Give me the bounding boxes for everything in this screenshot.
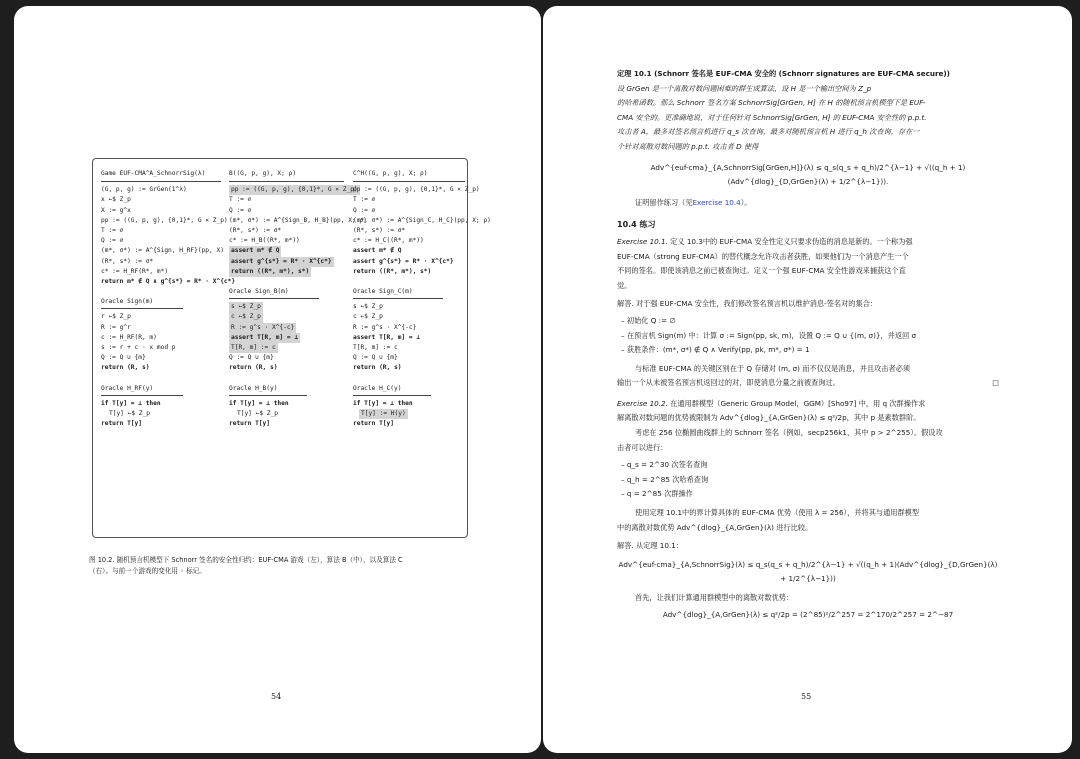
code-line: return (R, s) xyxy=(229,364,278,372)
exercise-bullet-text: q = 2^85 次群操作 xyxy=(626,489,693,499)
caption-line: 图 10.2. 随机预言机模型下 Schnorr 签名的安全性归约：EUF-CMA 游戏（左），算法 B（中），以及算法 C xyxy=(89,556,403,564)
exercise-label: Exercise 10.1. xyxy=(617,236,668,246)
figure-caption xyxy=(89,555,481,577)
section-title: 10.4 练习 xyxy=(617,220,656,230)
page-number: 54 xyxy=(271,692,282,701)
code-line: c ←$ Z_p xyxy=(353,313,383,321)
answer-bullet: – 初始化 Q := ∅ xyxy=(621,315,676,325)
oracle-title: Oracle Sign_C(m) xyxy=(353,287,443,299)
code-line: assert m* ∉ Q xyxy=(353,247,402,255)
proof-note xyxy=(617,196,999,211)
answer-intro: 解答. 对于强 EUF-CMA 安全性，我们修改签名预言机以维护消息-签名对的集合： xyxy=(617,299,878,309)
code-line: R := g^s · X^{-c} xyxy=(229,323,296,333)
answer-line: 输出一个从未被签名预言机返回过的对，即使消息分量之前被查询过。 xyxy=(617,378,840,388)
code-line: pp := ((G, p, g), {0,1}*, G × Z_p) xyxy=(101,216,228,224)
code-line: x ←$ Z_p xyxy=(101,196,131,204)
answer-bullet: – 获胜条件：(m*, σ*) ∉ Q ∧ Verify(pp, pk, m*, σ*) = 1 xyxy=(621,345,810,355)
code-line: assert g^{s*} = R* · X^{c*} xyxy=(229,257,334,267)
answer-line: 与标准 EUF-CMA 的关键区别在于 Q 存储对 (m, σ) 而不仅仅是消息，并且攻击者必须 xyxy=(635,363,911,373)
code-line: Q := ∅ xyxy=(229,206,252,214)
code-line: assert T[R, m] = ⊥ xyxy=(353,333,421,341)
answer-intro: 解答. 从定理 10.1： xyxy=(617,541,683,551)
answer-line-last xyxy=(617,376,999,391)
code-line: return T[y] xyxy=(353,420,394,428)
theorem-line: 攻击者 A，最多对签名预言机进行 q_s 次查询，最多对随机预言机 H 进行 q_h 次查询，存在一 xyxy=(617,127,920,137)
code-line: Q := Q ∪ {m} xyxy=(353,354,398,362)
code-line: return T[y] xyxy=(229,420,270,428)
code-line: c* := H_RF(R*, m*) xyxy=(101,267,169,275)
figure-column-algorithm-b xyxy=(229,169,367,429)
theorem-line: 的哈希函数。那么 Schnorr 签名方案 SchnorrSig[GrGen, H] 在 H 的随机预言机模型下是 EUF- xyxy=(617,98,926,108)
proof-note-prefix: 证明留作练习（见 xyxy=(635,197,693,207)
answer-bullet-text: 在预言机 Sign(m) 中：计算 σ := Sign(pp, sk, m)，设置 Q := Q ∪ {(m, σ)}，并返回 σ xyxy=(626,330,917,340)
theorem-line: 个针对离散对数问题的 p.p.t. 攻击者 D 使得 xyxy=(617,141,759,151)
exercise-10-1 xyxy=(617,235,999,250)
code-line: R := g^r xyxy=(101,323,131,331)
code-line: c* := H_C((R*, m*)) xyxy=(353,237,424,245)
code-line: s := r + c · x mod p xyxy=(101,344,176,352)
theorem-line: CMA 安全的。更准确地说，对于任何针对 SchnorrSig[GrGen, H] 的 EUF-CMA 安全性的 p.p.t. xyxy=(617,112,927,122)
exercise-bullet-text: q_s = 2^30 次签名查询 xyxy=(626,460,708,470)
exercise-bullet: – q_h = 2^85 次哈希查询 xyxy=(621,474,709,484)
answer-bullet-text: 获胜条件：(m*, σ*) ∉ Q ∧ Verify(pp, pk, m*, σ*) = 1 xyxy=(626,345,810,355)
code-line: pp := ((G, p, g), {0,1}*, G × Z_p) xyxy=(229,185,360,195)
code-line: X := g^x xyxy=(101,206,131,214)
game-header: Game EUF-CMA^A_SchnorrSig(λ) xyxy=(101,169,221,182)
code-line: (R*, s*) := σ* xyxy=(101,257,154,265)
code-line: (G, p, g) := GrGen(1^λ) xyxy=(101,186,187,194)
code-line: c* := H_B((R*, m*)) xyxy=(229,237,300,245)
left-page xyxy=(14,6,541,753)
code-line: pp := ((G, p, g), {0,1}*, G × Z_p) xyxy=(353,186,480,194)
exercise-line: 定义 10.3中的 EUF-CMA 安全性定义只要求伪造的消息是新的。一个称为强 xyxy=(670,236,913,246)
exercise-bullet: – q_s = 2^30 次签名查询 xyxy=(621,460,708,470)
exercise-line: 击者可以进行： xyxy=(617,442,668,452)
code-line: T := ∅ xyxy=(229,196,252,204)
exercise-line: 觉。 xyxy=(617,280,632,290)
code-line: assert T[R, m] = ⊥ xyxy=(229,333,300,343)
oracle-title: Oracle H_C(y) xyxy=(353,384,431,396)
formula-dlog-advantage: Adv^{dlog}_{A,GrGen}(λ) ≤ q²/2p = (2^85)²/2^257 = 2^170/2^257 = 2^−87 xyxy=(662,609,954,619)
exercise-line: 在通用群模型（Generic Group Model，GGM）[Sho97] 中，用 q 次群操作求 xyxy=(670,398,926,408)
code-line: s ←$ Z_p xyxy=(229,302,263,312)
exercise-label: Exercise 10.2. xyxy=(617,398,668,408)
exercise-line: 中的离散对数优势 Adv^{dlog}_{A,GrGen}(λ) 进行比较。 xyxy=(617,522,813,532)
code-line: (m*, σ*) := A^{Sign_B, H_B}(pp, X; ρ) xyxy=(229,216,367,224)
code-line: (R*, s*) := σ* xyxy=(353,227,406,235)
oracle-title: Oracle H_RF(y) xyxy=(101,384,183,396)
exercise-line: 不同的签名。即使该消息之前已被查询过。定义一个强 EUF-CMA 安全性游戏来捕获这个直 xyxy=(617,266,906,276)
exercise-bullet-text: q_h = 2^85 次哈希查询 xyxy=(626,474,709,484)
code-line: T[y] := H(y) xyxy=(359,409,408,419)
code-line: r ←$ Z_p xyxy=(101,313,131,321)
code-line: assert g^{s*} = R* · X^{c*} xyxy=(353,257,454,265)
code-line: return T[y] xyxy=(101,420,142,428)
figure-column-algorithm-c xyxy=(353,169,491,429)
code-line: assert m* ∉ Q xyxy=(229,246,281,256)
code-line: if T[y] = ⊥ then xyxy=(101,399,161,407)
code-line: Q := Q ∪ {m} xyxy=(229,354,274,362)
answer-bullet-text: 初始化 Q := ∅ xyxy=(626,315,676,325)
formula-advantage-bound: Adv^{euf-cma}_{A,SchnorrSig[GrGen,H]}(λ) ≤ q_s(q_s + q_h)/2^{λ−1} + √((q_h + 1)(Adv^{dlog}_{D,GrGen}(λ) + 1/2^{λ−1})). xyxy=(650,162,966,187)
code-line: T[y] ←$ Z_p xyxy=(109,410,150,418)
code-line: T[R, m] := c xyxy=(353,344,398,352)
right-page xyxy=(543,6,1072,753)
theorem-title: 定理 10.1 (Schnorr 签名是 EUF-CMA 安全的 (Schnorr signatures are EUF-CMA secure)) xyxy=(617,69,950,78)
code-line: return ((R*, m*), s*) xyxy=(229,267,311,277)
code-line: Q := ∅ xyxy=(101,237,124,245)
qed-icon: □ xyxy=(992,378,999,388)
exercise-10-2 xyxy=(617,397,999,412)
code-line: s ←$ Z_p xyxy=(353,303,383,311)
code-line: (m*, σ*) := A^{Sign, H_RF}(pp, X) xyxy=(101,247,224,255)
exercise-line: 解离散对数问题的优势被限制为 Adv^{dlog}_{A,GrGen}(λ) ≤ q²/2p，其中 p 是素数群阶。 xyxy=(617,413,921,423)
code-line: if T[y] = ⊥ then xyxy=(229,399,289,407)
code-line: return (R, s) xyxy=(101,364,150,372)
page-number: 55 xyxy=(801,692,812,701)
code-line: T[y] ←$ Z_p xyxy=(237,410,278,418)
algorithm-c-header: C^H((G, p, g), X; ρ) xyxy=(353,169,465,182)
code-line: Q := Q ∪ {m} xyxy=(101,354,146,362)
code-line: (R*, s*) := σ* xyxy=(229,227,282,235)
code-line: T := ∅ xyxy=(101,227,124,235)
figure-column-game xyxy=(101,169,236,429)
theorem-line: 设 GrGen 是一个离散对数问题困难的群生成算法，设 H 是一个输出空间为 Z_p xyxy=(617,83,872,93)
oracle-title: Oracle H_B(y) xyxy=(229,384,307,396)
code-line: c := H_RF(R, m) xyxy=(101,333,157,341)
theorem-block xyxy=(617,67,999,622)
oracle-title: Oracle Sign_B(m) xyxy=(229,287,319,299)
algorithm-b-header: B((G, p, g), X; ρ) xyxy=(229,169,344,182)
code-line: return m* ∉ Q ∧ g^{s*} = R* · X^{c*} xyxy=(101,278,236,286)
exercise-line: 使用定理 10.1中的界计算具体的 EUF-CMA 优势（使用 λ = 256），并将其与通用群模型 xyxy=(635,508,920,518)
figure-algorithms-box xyxy=(92,158,491,538)
code-line: Q := ∅ xyxy=(353,206,376,214)
code-line: T[R, m] := c xyxy=(229,343,278,353)
exercise-link[interactable]: Exercise 10.4 xyxy=(692,197,741,207)
code-line: return ((R*, m*), s*) xyxy=(353,267,432,275)
code-line: c ←$ Z_p xyxy=(229,312,263,322)
code-line: R := g^s · X^{-c} xyxy=(353,323,417,331)
proof-note-suffix: ）。 xyxy=(740,197,752,207)
code-line: T := ∅ xyxy=(353,196,376,204)
exercise-line: 考虑在 256 位椭圆曲线群上的 Schnorr 签名（例如，secp256k1，其中 p > 2^255）。假设攻 xyxy=(635,428,943,438)
oracle-title: Oracle Sign(m) xyxy=(101,297,183,309)
exercise-bullet: – q = 2^85 次群操作 xyxy=(621,489,693,499)
code-line: return (R, s) xyxy=(353,364,402,372)
exercise-line: EUF-CMA（strong EUF-CMA）的替代概念允许攻击者获胜，如果他们为一个消息产生一个 xyxy=(617,251,909,261)
caption-line: （右）。与前一个游戏的变化用 ◦ 标记。 xyxy=(89,567,206,575)
code-line: (m*, σ*) := A^{Sign_C, H_C}(pp, X; ρ) xyxy=(353,216,491,224)
formula-euf-cma-bound: Adv^{euf-cma}_{A,SchnorrSig}(λ) ≤ q_s(q_s + q_h)/2^{λ−1} + √((q_h + 1)(Adv^{dlog}_{D,GrGen}(λ) + 1/2^{λ−1})) xyxy=(618,559,998,584)
code-line: if T[y] = ⊥ then xyxy=(353,399,413,407)
answer-line: 首先，让我们计算通用群模型中的离散对数优势： xyxy=(635,593,794,602)
answer-bullet: – 在预言机 Sign(m) 中：计算 σ := Sign(pp, sk, m)，设置 Q := Q ∪ {(m, σ)}，并返回 σ xyxy=(621,330,917,340)
